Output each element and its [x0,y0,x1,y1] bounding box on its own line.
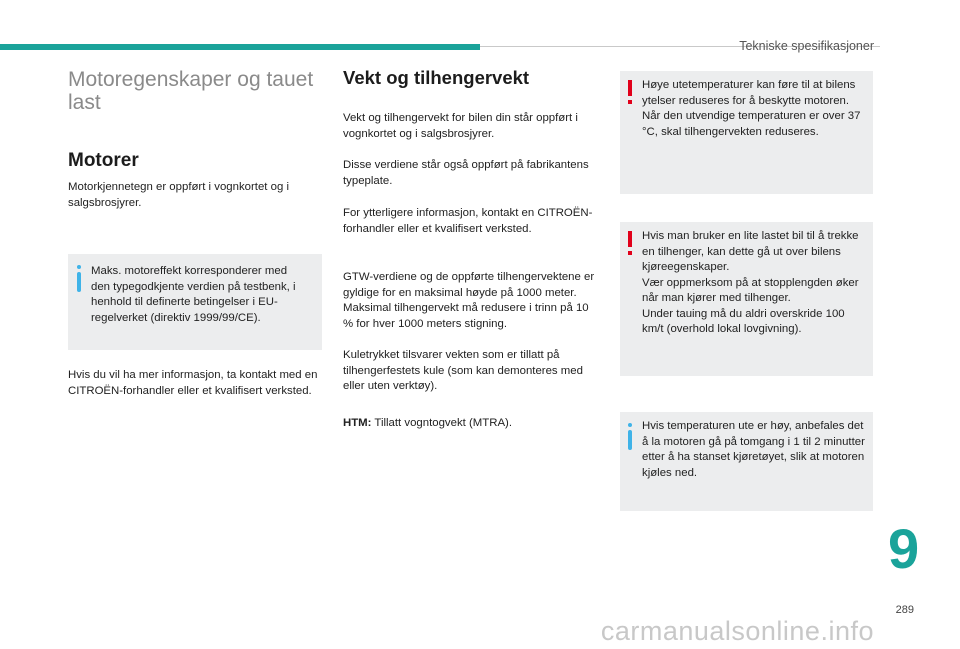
watermark: carmanualsonline.info [600,616,874,646]
weights-p4: GTW-verdiene og de oppførte tilhengervektene er gyldige for en maksimal høyde på 1000 meter. Maksimal tilhengervekt må redusere i trinn på 10 % for hver 1000 meters stigning. [343,271,595,330]
engines-heading: Motorer [68,150,139,171]
warning-icon [628,80,632,96]
warning-box-temperature-text: Høye utetemperaturer kan føre til at bilens ytelser reduseres for å beskytte motoren. Når den utvendige temperaturen er over 37 °C, skal tilhengervekten reduseres. [642,79,861,138]
section-title: Tekniske spesifikasjoner [739,39,874,53]
page-heading: Motoregenskaper og tauet last [68,68,314,114]
htm-text: Tillatt vogntogvekt (MTRA). [371,417,512,429]
warning-box-towing-text [642,229,866,338]
weights-heading: Vekt og tilhengervekt [343,67,530,88]
weights-p5: Kuletrykket tilsvarer vekten som er tillatt på tilhengerfestets kule (som kan demonteres med eller uten verktøy). [343,349,583,392]
header-accent-bar [0,44,480,50]
warning-towing-line3: Under tauing må du aldri overskride 100 km/t (overhold lokal lovgivning). [642,307,845,335]
warning-towing-line2: Vær oppmerksom på at stopplengden øker når man kjører med tilhenger. [642,276,859,304]
info-box-idle-text: Hvis temperaturen ute er høy, anbefales det å la motoren gå på tomgang i 1 til 2 minutter etter å ha stanset kjøretøyet, slik at motoren kjøles ned. [642,420,865,479]
weights-p3: For ytterligere informasjon, kontakt en CITROËN-forhandler eller et kvalifisert verksted. [343,207,593,235]
page-number: 289 [895,604,914,616]
info-icon [628,430,632,450]
warning-towing-line1: Hvis man bruker en lite lastet bil til å trekke en tilhenger, kan dette gå ut over bilens kjøreegenskaper. [642,230,859,273]
info-icon [77,272,81,292]
warning-icon [628,231,632,247]
weights-p1: Vekt og tilhengervekt for bilen din står oppført i vognkortet og i salgsbrosjyrer. [343,112,578,140]
contact-text: Hvis du vil ha mer informasjon, ta kontakt med en CITROËN-forhandler eller et kvalifisert verksted. [68,369,318,397]
htm-definition [343,416,601,432]
engines-intro: Motorkjennetegn er oppført i vognkortet og i salgsbrosjyrer. [68,181,289,209]
info-box-engine-text: Maks. motoreffekt korresponderer med den typegodkjente verdien på testbenk, i henhold til definerte betingelser i EU-regelverket (direktiv 1999/99/CE). [91,265,296,324]
weights-p2: Disse verdiene står også oppført på fabrikantens typeplate. [343,159,589,187]
htm-label: HTM: [343,417,372,429]
chapter-number: 9 [888,517,920,580]
